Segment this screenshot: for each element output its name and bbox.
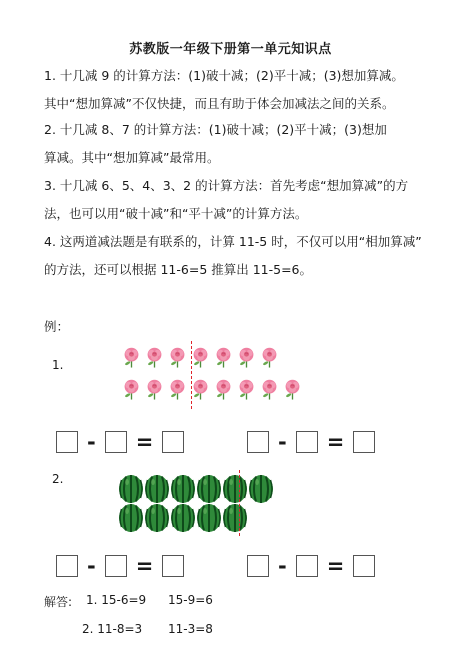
equals-sign: = xyxy=(135,554,154,578)
text-line: 的方法，还可以根据 11-6=5 推算出 11-5=6。 xyxy=(44,262,313,277)
answer-box[interactable] xyxy=(105,555,127,577)
knowledge-point-4 xyxy=(44,228,424,284)
rose-icon xyxy=(120,345,143,369)
answer-box[interactable] xyxy=(162,555,184,577)
equation-1a xyxy=(56,430,184,454)
rose-row-2 xyxy=(120,377,304,401)
rose-icon xyxy=(281,377,304,401)
divider-line-1 xyxy=(191,341,192,409)
rose-icon xyxy=(166,345,189,369)
answer-line-2b: 11-3=8 xyxy=(168,622,213,636)
answer-box[interactable] xyxy=(56,555,78,577)
watermelon-icon xyxy=(118,474,144,504)
answer-box[interactable] xyxy=(353,431,375,453)
equation-1b xyxy=(247,430,375,454)
watermelon-icon xyxy=(222,503,248,533)
minus-sign: - xyxy=(87,554,96,578)
rose-icon xyxy=(258,345,281,369)
rose-icon xyxy=(235,377,258,401)
text-line: 1. 十几减 9 的计算方法：(1)破十减；(2)平十减；(3)想加算减。 xyxy=(44,68,404,83)
rose-icon xyxy=(189,345,212,369)
answer-box[interactable] xyxy=(247,555,269,577)
rose-icon xyxy=(235,345,258,369)
rose-icon xyxy=(258,377,281,401)
answer-box[interactable] xyxy=(296,431,318,453)
example-label: 例： xyxy=(44,319,70,334)
answer-line-1a: 1. 15-6=9 xyxy=(86,593,147,607)
knowledge-point-3 xyxy=(44,172,424,228)
watermelon-icon xyxy=(196,503,222,533)
minus-sign: - xyxy=(278,554,287,578)
equals-sign: = xyxy=(135,430,154,454)
rose-icon xyxy=(212,345,235,369)
answer-box[interactable] xyxy=(353,555,375,577)
watermelon-icon xyxy=(248,474,274,504)
watermelon-icon xyxy=(118,503,144,533)
minus-sign: - xyxy=(87,430,96,454)
knowledge-point-1 xyxy=(44,62,424,118)
rose-icon xyxy=(212,377,235,401)
rose-icon xyxy=(143,345,166,369)
answer-box[interactable] xyxy=(296,555,318,577)
equation-2a xyxy=(56,554,184,578)
example-2-number: 2. xyxy=(52,472,64,486)
watermelon-icon xyxy=(222,474,248,504)
rose-icon xyxy=(189,377,212,401)
watermelon-icon xyxy=(170,503,196,533)
rose-icon xyxy=(120,377,143,401)
example-1-number: 1. xyxy=(52,358,64,372)
answer-label: 解答: xyxy=(44,595,73,609)
page-title: 苏教版一年级下册第一单元知识点 xyxy=(129,42,332,57)
watermelon-icon xyxy=(144,503,170,533)
text-line: 其中“想加算减”不仅快捷，而且有助于体会加减法之间的关系。 xyxy=(44,96,395,111)
rose-row-1 xyxy=(120,345,281,369)
equals-sign: = xyxy=(326,554,345,578)
answer-line-2a: 2. 11-8=3 xyxy=(82,622,143,636)
equation-2b xyxy=(247,554,375,578)
divider-line-2 xyxy=(239,470,240,536)
rose-icon xyxy=(166,377,189,401)
watermelon-icon xyxy=(196,474,222,504)
watermelon-icon xyxy=(170,474,196,504)
answer-box[interactable] xyxy=(56,431,78,453)
minus-sign: - xyxy=(278,430,287,454)
knowledge-point-2 xyxy=(44,116,424,172)
text-line: 2. 十几减 8、7 的计算方法：(1)破十减；(2)平十减；(3)想加 xyxy=(44,122,387,137)
watermelon-row-1 xyxy=(118,474,274,504)
text-line: 4. 这两道减法题是有联系的，计算 11-5 时，不仅可以用“相加算减” xyxy=(44,234,422,249)
text-line: 法，也可以用“破十减”和“平十减”的计算方法。 xyxy=(44,206,308,221)
answer-box[interactable] xyxy=(162,431,184,453)
text-line: 3. 十几减 6、5、4、3、2 的计算方法：首先考虑“想加算减”的方 xyxy=(44,178,409,193)
answer-line-1b: 15-9=6 xyxy=(168,593,213,607)
watermelon-row-2 xyxy=(118,503,248,533)
answer-box[interactable] xyxy=(105,431,127,453)
watermelon-icon xyxy=(144,474,170,504)
answer-box[interactable] xyxy=(247,431,269,453)
text-line: 算减。其中“想加算减”最常用。 xyxy=(44,150,220,165)
equals-sign: = xyxy=(326,430,345,454)
rose-icon xyxy=(143,377,166,401)
